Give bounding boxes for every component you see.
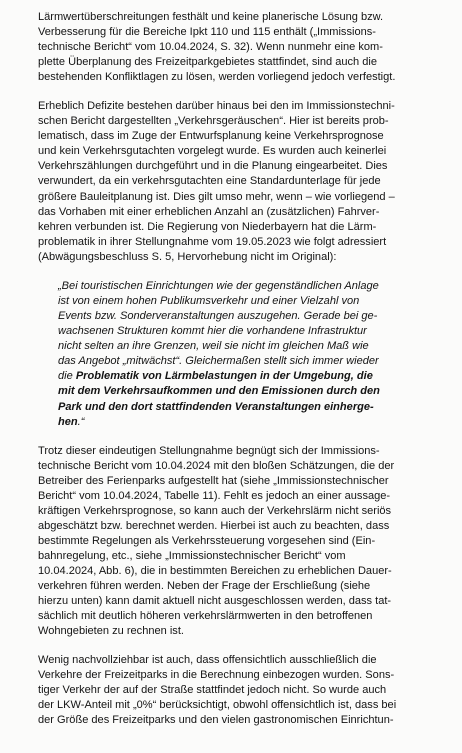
quote-emphasis: hen: [58, 415, 78, 428]
text-line: Trotz dieser eindeutigen Stellungnahme begnügt sich der Immissions-: [38, 444, 380, 457]
quote-line: „Bei touristischen Einrichtungen wie der gegenständlichen Anlage: [58, 279, 379, 292]
paragraph-other-traffic: [38, 653, 442, 728]
text-line: der Größe des Freizeitparks und den vielen gastronomischen Einrichtun-: [38, 714, 394, 727]
quote-line: nicht selten an ihre Grenzen, weil sie nicht im gleichen Maß wie: [58, 340, 369, 353]
text-line: kehren verbunden ist. Die Regierung von Niederbayern hat die Lärm-: [38, 220, 377, 233]
text-line: und kein Verkehrsgutachten vorgelegt wurde. Es wurden auch keinerlei: [38, 145, 387, 158]
text-line: abgeschätzt bzw. berechnet werden. Hierbei ist auch zu beachten, dass: [38, 519, 390, 532]
block-quote: [58, 279, 440, 430]
quote-emphasis: Problematik von Lärmbelastungen in der Umgebung, die: [75, 370, 373, 383]
text-line: Erheblich Defizite bestehen darüber hinaus bei den im Immissionstechni-: [38, 100, 395, 113]
text-line: Wenig nachvollziehbar ist auch, dass offensichtlich ausschließlich die: [38, 654, 377, 667]
paragraph-traffic-estimates: [38, 444, 442, 640]
quote-text: die: [58, 370, 76, 383]
quote-line-last: [58, 415, 440, 430]
text-line: Verkehre der Freizeitparks in die Berechnung einbezogen wurden. Sons-: [38, 669, 395, 682]
quote-line: Events bzw. Sonderveranstaltungen auszugehen. Gerade bei ge-: [58, 309, 378, 322]
quote-text: .“: [77, 415, 85, 428]
text-line: sächlich mit deutlich höheren verkehrslärmwerten in den betroffenen: [38, 610, 373, 623]
text-line: lematisch, dass im Zuge der Entwurfsplanung keine Verkehrsprognose: [38, 130, 384, 143]
document-body: [38, 10, 442, 729]
text-line: Verbesserung für die Bereiche Ipkt 110 und 115 enthält („Immissions-: [38, 26, 376, 39]
text-line: (Abwägungsbeschluss S. 5, Hervorhebung nicht im Original):: [38, 250, 337, 263]
paragraph-noise-conflicts: [38, 10, 442, 85]
paragraph-gap: [38, 639, 442, 653]
paragraph-traffic-deficits: [38, 99, 442, 265]
text-line: hierzu unten) kann damit aktuell nicht ausgeschlossen werden, dass tat-: [38, 595, 392, 608]
text-line: bestimmte Regelungen als Verkehrssteuerung vorgesehen sind (Ein-: [38, 534, 376, 547]
text-line: Betreiber des Ferienparks aufgestellt hat (siehe „Immissionstechnischer: [38, 474, 389, 487]
text-line: plette Überplanung des Freizeitparkgebietes stattfindet, sind auch die: [38, 56, 377, 69]
quote-line: das Angebot „mitwächst“. Gleichermaßen stellt sich immer wieder: [58, 355, 379, 368]
text-line: Wohngebieten zu rechnen ist.: [38, 625, 184, 638]
text-line: schen Bericht dargestellten „Verkehrsgeräuschen“. Hier ist bereits prob-: [38, 115, 389, 128]
quote-emphasis-line: mit dem Verkehrsaufkommen und den Emissionen durch den: [58, 385, 380, 398]
paragraph-gap: [38, 430, 442, 444]
text-line: verkehren führen werden. Neben der Frage der Erschließung (siehe: [38, 580, 371, 593]
text-line: der LKW-Anteil mit „0%“ berücksichtigt, obwohl offensichtlich ist, dass bei: [38, 699, 397, 712]
text-line: technische Bericht“ vom 10.04.2024, S. 32). Wenn nunmehr eine kom-: [38, 41, 383, 54]
text-line: Bericht“ vom 10.04.2024, Tabelle 11). Fehlt es jedoch an einer aussage-: [38, 489, 391, 502]
text-line: 10.04.2024, Abb. 6), die in bestimmten Bereichen zu erheblichen Dauer-: [38, 565, 392, 578]
text-line: problematik in ihrer Stellungnahme vom 19.05.2023 wie folgt adressiert: [38, 235, 387, 248]
text-line: bestehenden Konfliktlagen zu lösen, werden vorliegend jedoch verfestigt.: [38, 71, 396, 84]
quote-line: wachsenen Strukturen kommt hier die vorhandene Infrastruktur: [58, 325, 367, 338]
text-line: tiger Verkehr der auf der Straße stattfindet jedoch nicht. So wurde auch: [38, 684, 387, 697]
text-line: kräftigen Verkehrsprognose, so kann auch der Verkehrslärm nicht seriös: [38, 504, 392, 517]
text-line: bahnregelung, etc., siehe „Immissionstechnischer Bericht“ vom: [38, 550, 346, 563]
quote-line-mixed: [58, 369, 440, 384]
paragraph-gap: [38, 265, 442, 279]
text-line: Verkehrszählungen durchgeführt und in die Planung eingearbeitet. Dies: [38, 160, 388, 173]
text-line: das Vorhaben mit einer erheblichen Anzahl an (zusätzlichen) Fahrver-: [38, 205, 380, 218]
text-line: verwundert, da ein verkehrsgutachten eine Standardunterlage für jede: [38, 175, 381, 188]
text-line: technische Bericht vom 10.04.2024 mit den bloßen Schätzungen, die der: [38, 459, 395, 472]
text-line: Lärmwertüberschreitungen festhält und keine planerische Lösung bzw.: [38, 11, 384, 23]
quote-emphasis-line: Park und den dort stattfindenden Veranstaltungen einherge-: [58, 400, 374, 413]
paragraph-gap: [38, 85, 442, 99]
text-line: größere Bauleitplanung ist. Dies gilt umso mehr, wenn – wie vorliegend –: [38, 190, 395, 203]
quote-line: ist von einem hohen Publikumsverkehr und einer Vielzahl von: [58, 294, 360, 307]
